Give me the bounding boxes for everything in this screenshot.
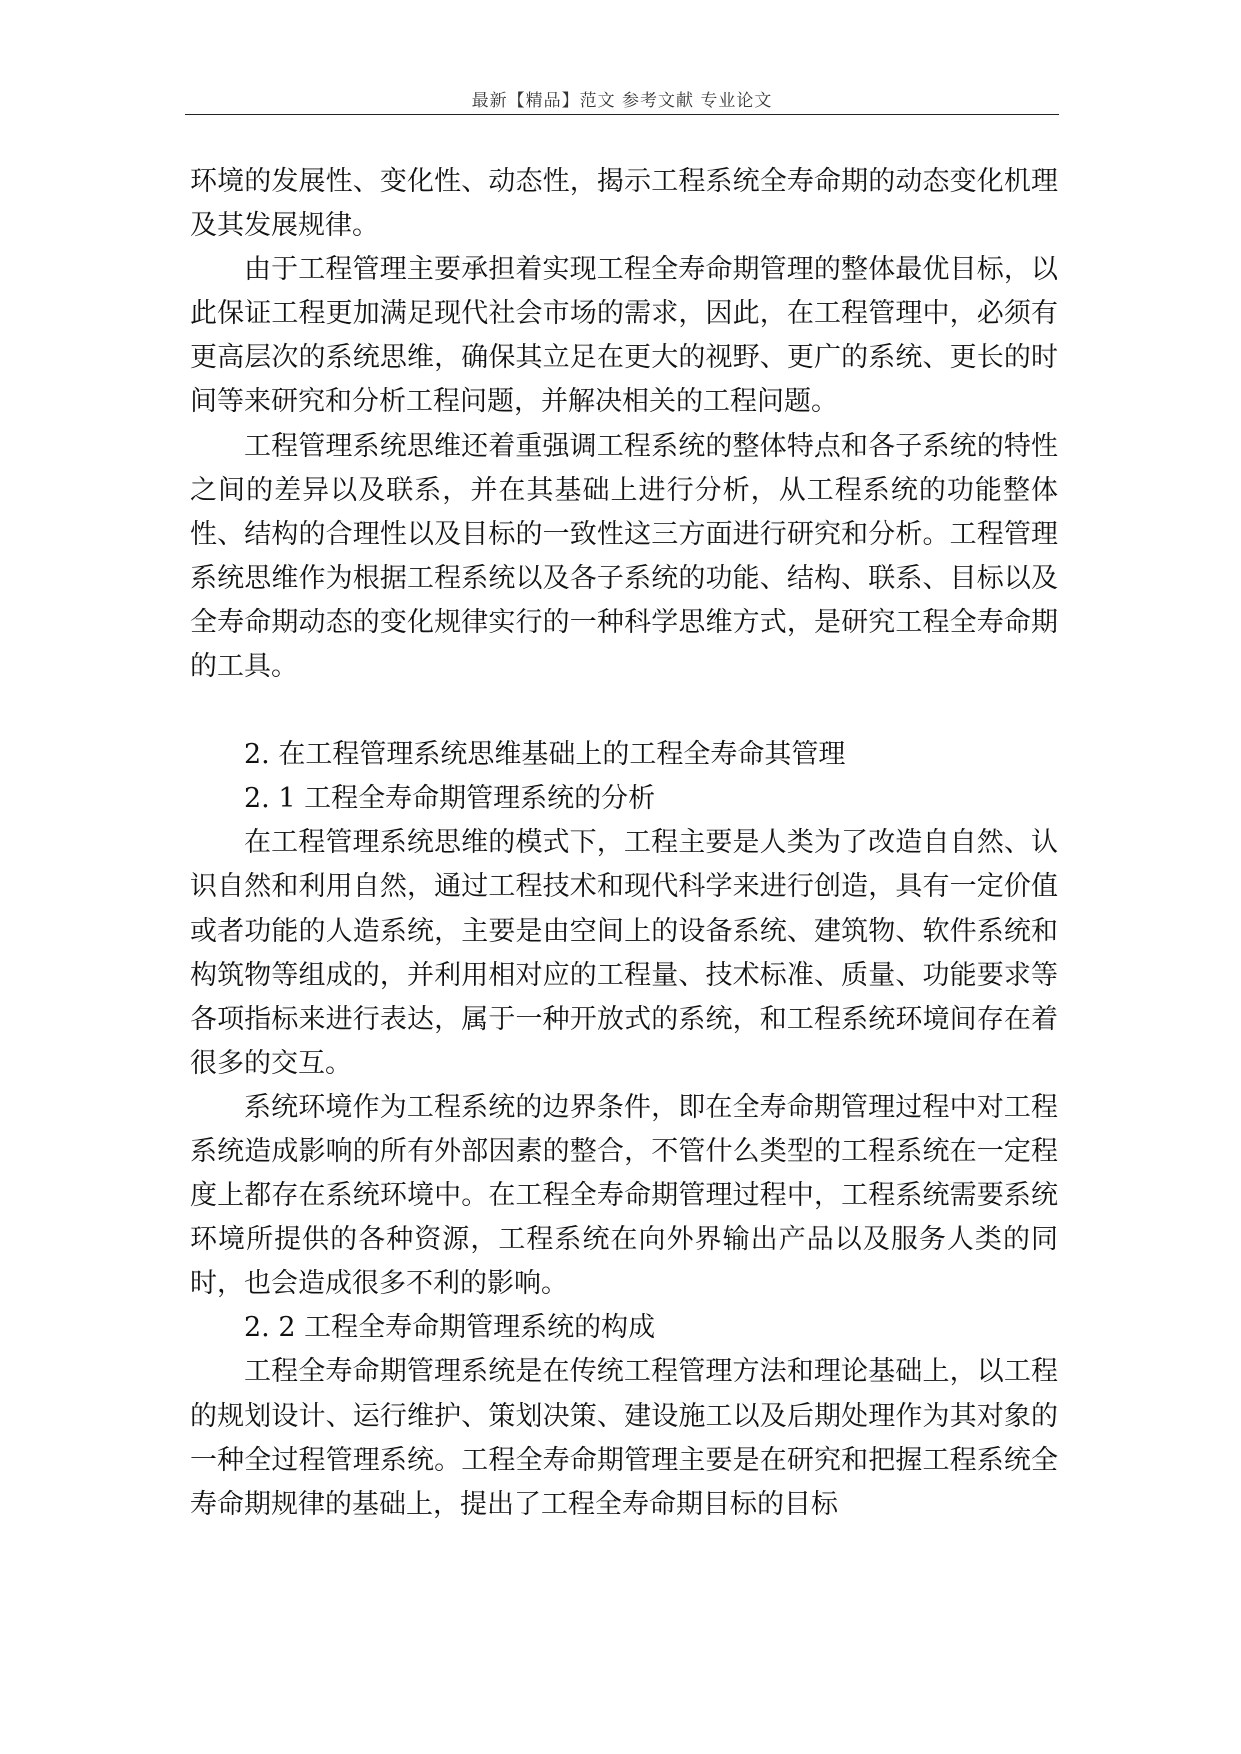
paragraph-3: 工程管理系统思维还着重强调工程系统的整体特点和各子系统的特性之间的差异以及联系，并在其基础上进行分析，从工程系统的功能整体性、结构的合理性以及目标的一致性这三方面进行研究和分析。工程管理系统思维作为根据工程系统以及各子系统的功能、结构、联系、目标以及全寿命期动态的变化规律实行的一种科学思维方式，是研究工程全寿命期的工具。 <box>190 430 1058 683</box>
section-heading-2: 2. 在工程管理系统思维基础上的工程全寿命其管理 <box>244 739 846 771</box>
page-header: 最新【精品】范文 参考文献 专业论文 <box>471 91 773 111</box>
paragraph-5: 系统环境作为工程系统的边界条件，即在全寿命期管理过程中对工程系统造成影响的所有外部因素的整合，不管什么类型的工程系统在一定程度上都存在系统环境中。在工程全寿命期管理过程中，工程系统需要系统环境所提供的各种资源，工程系统在向外界输出产品以及服务人类的同时，也会造成很多不利的影响。 <box>190 1091 1058 1300</box>
paragraph-2: 由于工程管理主要承担着实现工程全寿命期管理的整体最优目标，以此保证工程更加满足现代社会市场的需求，因此，在工程管理中，必须有更高层次的系统思维，确保其立足在更大的视野、更广的系统、更长的时间等来研究和分析工程问题，并解决相关的工程问题。 <box>190 254 1058 418</box>
paragraph-4: 在工程管理系统思维的模式下，工程主要是人类为了改造自自然、认识自然和利用自然，通过工程技术和现代科学来进行创造，具有一定价值或者功能的人造系统，主要是由空间上的设备系统、建筑物、软件系统和构筑物等组成的，并利用相对应的工程量、技术标准、质量、功能要求等各项指标来进行表达，属于一种开放式的系统，和工程系统环境间存在着很多的交互。 <box>190 827 1058 1079</box>
paragraph-6: 工程全寿命期管理系统是在传统工程管理方法和理论基础上，以工程的规划设计、运行维护、策划决策、建设施工以及后期处理作为其对象的一种全过程管理系统。工程全寿命期管理主要是在研究和把握工程系统全寿命期规律的基础上，提出了工程全寿命期目标的目标 <box>190 1356 1058 1520</box>
document-body <box>190 160 1058 1527</box>
subsection-heading-2-2: 2. 2 工程全寿命期管理系统的构成 <box>244 1312 656 1344</box>
header-rule <box>185 114 1059 115</box>
paragraph-1: 环境的发展性、变化性、动态性，揭示工程系统全寿命期的动态变化机理及其发展规律。 <box>190 166 1058 242</box>
subsection-heading-2-1: 2. 1 工程全寿命期管理系统的分析 <box>244 783 656 815</box>
